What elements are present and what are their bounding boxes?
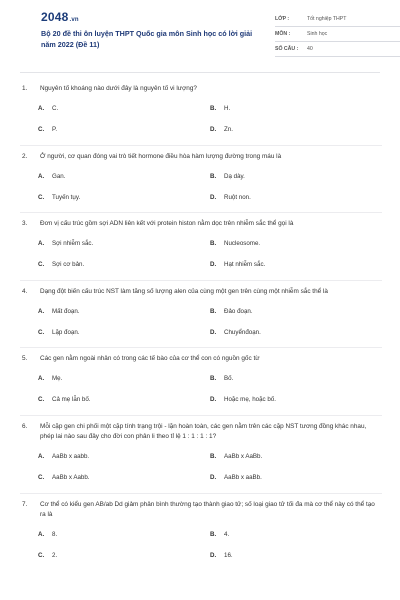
option-text: P. bbox=[52, 126, 58, 133]
meta-row-subject bbox=[275, 27, 400, 42]
answer-option-d[interactable] bbox=[210, 546, 382, 567]
exam-meta bbox=[275, 12, 400, 57]
question-item bbox=[20, 213, 382, 281]
option-text: Sợi cơ bản. bbox=[52, 261, 85, 268]
option-text: C. bbox=[52, 105, 59, 112]
question-number: 6. bbox=[22, 422, 28, 430]
question-number: 7. bbox=[22, 500, 28, 508]
answer-option-a[interactable] bbox=[38, 301, 210, 322]
question-text: Ở người, cơ quan đóng vai trò tiết hormone điều hòa hàm lượng đường trong máu là bbox=[40, 152, 282, 160]
meta-value: 40 bbox=[307, 46, 313, 52]
meta-row-count bbox=[275, 42, 400, 57]
answer-options bbox=[20, 234, 382, 276]
option-text: H. bbox=[224, 105, 231, 112]
option-text: Mẹ. bbox=[52, 375, 63, 382]
answer-option-c[interactable] bbox=[38, 546, 210, 567]
option-label: B. bbox=[210, 375, 217, 382]
option-text: Tuyến tụy. bbox=[52, 193, 81, 201]
option-text: Mất đoạn. bbox=[52, 307, 80, 315]
option-label: A. bbox=[38, 531, 45, 538]
answer-option-d[interactable] bbox=[210, 390, 382, 411]
option-label: D. bbox=[210, 261, 217, 268]
question-stem bbox=[20, 152, 382, 163]
answer-options bbox=[20, 525, 382, 567]
answer-options bbox=[20, 99, 382, 141]
option-label: D. bbox=[210, 328, 217, 336]
option-text: Dạ dày. bbox=[224, 172, 245, 180]
option-text: 8. bbox=[52, 531, 58, 538]
option-text: Bố. bbox=[224, 375, 234, 382]
question-item bbox=[20, 146, 382, 214]
answer-options bbox=[20, 447, 382, 489]
answer-option-c[interactable] bbox=[38, 468, 210, 489]
option-text: Cả mẹ lẫn bố. bbox=[52, 396, 91, 403]
meta-value: Tốt nghiệp THPT bbox=[307, 16, 347, 22]
exam-title: Bộ 20 đề thi ôn luyện THPT Quốc gia môn Sinh học có lời giải năm 2022 (Đề 11) bbox=[41, 29, 253, 49]
option-text: Hạt nhiễm sắc. bbox=[224, 261, 266, 268]
option-label: D. bbox=[210, 552, 217, 559]
option-label: C. bbox=[38, 552, 45, 559]
option-label: C. bbox=[38, 193, 45, 201]
question-list bbox=[20, 78, 382, 571]
header-divider bbox=[20, 72, 380, 73]
option-text: Sợi nhiễm sắc. bbox=[52, 240, 94, 247]
question-stem bbox=[20, 219, 382, 230]
logo-tld: .vn bbox=[69, 17, 79, 23]
option-label: B. bbox=[210, 453, 217, 460]
logo-text: 2048 bbox=[41, 10, 69, 24]
question-number: 3. bbox=[22, 220, 28, 227]
question-text: Dạng đột biến cấu trúc NST làm tăng số lượng alen của cùng một gen trên cùng một nhiễm sắc thể là bbox=[40, 287, 328, 295]
question-text: Mỗi cặp gen chi phối một cặp tính trạng trội - lặn hoàn toàn, các gen nằm trên các cặp NST tương đồng khác nhau, phép lai nào sau đây cho đời con phân li theo tỉ lệ 1 : 1 : 1 : 1? bbox=[40, 422, 367, 440]
option-label: D. bbox=[210, 126, 217, 133]
question-text: Nguyên tố khoáng nào dưới đây là nguyên tố vi lượng? bbox=[40, 85, 197, 92]
answer-option-c[interactable] bbox=[38, 120, 210, 141]
question-item bbox=[20, 348, 382, 416]
option-label: A. bbox=[38, 307, 45, 315]
answer-option-c[interactable] bbox=[38, 322, 210, 343]
question-item bbox=[20, 78, 382, 146]
option-text: Lặp đoạn. bbox=[52, 328, 80, 336]
option-label: C. bbox=[38, 261, 45, 268]
option-text: AaBb x aabb. bbox=[52, 453, 90, 460]
exam-header bbox=[20, 0, 380, 72]
option-text: Nucleosome. bbox=[224, 240, 261, 247]
answer-option-d[interactable] bbox=[210, 187, 382, 208]
answer-option-d[interactable] bbox=[210, 120, 382, 141]
option-label: A. bbox=[38, 172, 45, 180]
answer-option-d[interactable] bbox=[210, 322, 382, 343]
option-label: C. bbox=[38, 474, 45, 481]
option-label: A. bbox=[38, 453, 45, 460]
answer-option-b[interactable] bbox=[210, 99, 382, 120]
question-stem bbox=[20, 422, 382, 443]
answer-option-a[interactable] bbox=[38, 447, 210, 468]
option-text: 16. bbox=[224, 552, 233, 559]
answer-option-b[interactable] bbox=[210, 166, 382, 187]
option-text: Chuyểnđoạn. bbox=[224, 328, 261, 336]
question-number: 5. bbox=[22, 355, 28, 362]
option-text: Zn. bbox=[224, 126, 233, 133]
answer-option-b[interactable] bbox=[210, 369, 382, 390]
question-text: Cơ thể có kiểu gen AB/ab Dd giảm phân bình thường tạo thành giao tử; số loại giao tử tối đa mà cơ thể này có thể tạo ra là bbox=[40, 500, 375, 518]
answer-option-d[interactable] bbox=[210, 468, 382, 489]
answer-option-b[interactable] bbox=[210, 301, 382, 322]
option-label: D. bbox=[210, 474, 217, 481]
option-text: AaBb x AaBb. bbox=[224, 453, 263, 460]
option-label: A. bbox=[38, 240, 45, 247]
answer-option-b[interactable] bbox=[210, 447, 382, 468]
option-label: C. bbox=[38, 126, 45, 133]
option-label: A. bbox=[38, 375, 45, 382]
question-number: 4. bbox=[22, 287, 28, 295]
answer-options bbox=[20, 301, 382, 343]
answer-option-a[interactable] bbox=[38, 166, 210, 187]
question-stem bbox=[20, 500, 382, 521]
meta-row-class bbox=[275, 12, 400, 27]
question-text: Các gen nằm ngoài nhân có trong các tế bào của cơ thể con có nguồn gốc từ bbox=[40, 355, 260, 362]
answer-option-a[interactable] bbox=[38, 234, 210, 255]
meta-key: SỐ CÂU : bbox=[275, 46, 299, 52]
site-logo[interactable] bbox=[41, 10, 79, 24]
option-text: Ruột non. bbox=[224, 193, 251, 201]
option-text: Gan. bbox=[52, 172, 66, 180]
question-item bbox=[20, 281, 382, 349]
option-label: D. bbox=[210, 396, 217, 403]
answer-options bbox=[20, 369, 382, 411]
meta-value: Sinh học bbox=[307, 31, 328, 37]
option-label: C. bbox=[38, 396, 45, 403]
option-label: B. bbox=[210, 240, 217, 247]
option-label: D. bbox=[210, 193, 217, 201]
option-label: B. bbox=[210, 105, 217, 112]
answer-option-c[interactable] bbox=[38, 187, 210, 208]
option-text: Đảo đoạn. bbox=[224, 307, 253, 315]
answer-option-a[interactable] bbox=[38, 99, 210, 120]
answer-option-b[interactable] bbox=[210, 234, 382, 255]
answer-option-b[interactable] bbox=[210, 525, 382, 546]
option-label: B. bbox=[210, 172, 217, 180]
answer-option-d[interactable] bbox=[210, 255, 382, 276]
option-text: AaBb x Aabb. bbox=[52, 474, 90, 481]
answer-option-a[interactable] bbox=[38, 369, 210, 390]
option-text: AaBb x aaBb. bbox=[224, 474, 262, 481]
question-number: 1. bbox=[22, 85, 28, 92]
question-text: Đơn vị cấu trúc gồm sợi ADN liên kết với protein histon nằm dọc trên nhiễm sắc thể gọi là bbox=[40, 220, 294, 227]
option-label: C. bbox=[38, 328, 45, 336]
question-stem bbox=[20, 354, 382, 365]
meta-key: MÔN : bbox=[275, 31, 291, 37]
question-stem bbox=[20, 287, 382, 298]
option-text: 2. bbox=[52, 552, 58, 559]
option-text: Hoặc mẹ, hoặc bố. bbox=[224, 396, 276, 403]
question-item bbox=[20, 416, 382, 494]
option-text: 4. bbox=[224, 531, 230, 538]
question-item bbox=[20, 494, 382, 571]
option-label: B. bbox=[210, 307, 217, 315]
answer-options bbox=[20, 166, 382, 208]
question-number: 2. bbox=[22, 152, 28, 160]
option-label: A. bbox=[38, 105, 45, 112]
answer-option-a[interactable] bbox=[38, 525, 210, 546]
question-stem bbox=[20, 84, 382, 95]
answer-option-c[interactable] bbox=[38, 390, 210, 411]
answer-option-c[interactable] bbox=[38, 255, 210, 276]
option-label: B. bbox=[210, 531, 217, 538]
meta-key: LỚP : bbox=[275, 16, 290, 22]
